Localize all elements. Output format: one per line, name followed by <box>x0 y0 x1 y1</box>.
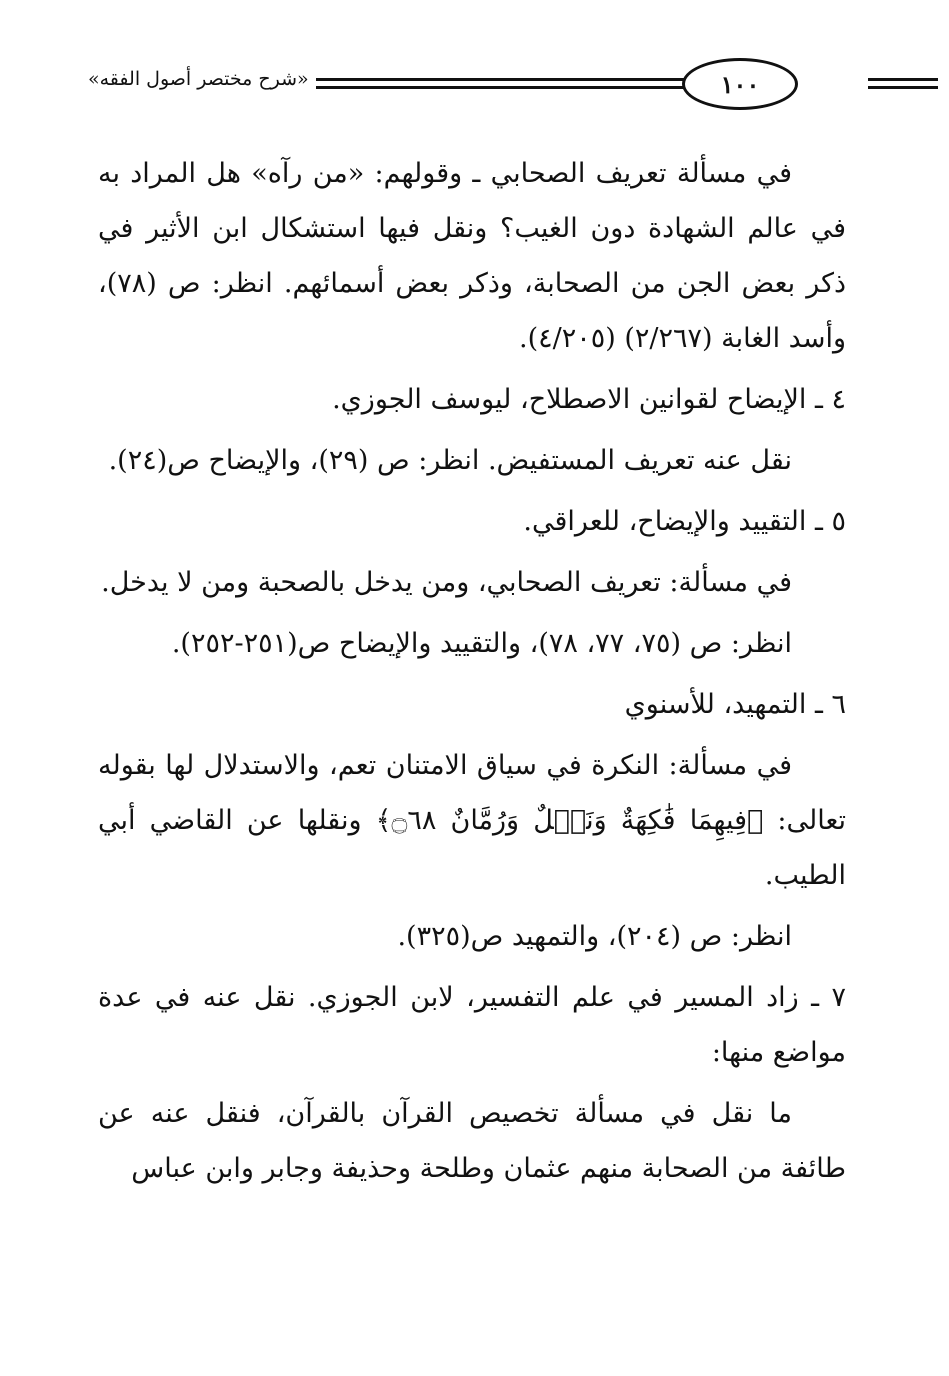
list-item: ٤ ـ الإيضاح لقوانين الاصطلاح، ليوسف الجوزي. <box>332 384 846 415</box>
list-item: ٧ ـ زاد المسير في علم التفسير، لابن الجوزي. نقل عنه في عدة مواضع منها: <box>98 982 846 1068</box>
paragraph: في مسألة: النكرة في سياق الامتنان تعم، والاستدلال لها بقوله تعالى: ﴿فِيهِمَا فَٰكِهَةٌ وَنَخۡلٌ وَرُمَّانٌ ۝٦٨﴾ ونقلها عن القاضي أبي الطيب. <box>98 750 846 891</box>
paragraph: في مسألة تعريف الصحابي ـ وقولهم: «من رآه» هل المراد به في عالم الشهادة دون الغيب؟ ونقل فيها استشكال ابن الأثير في ذكر بعض الجن من الصحابة، وذكر بعض أسمائهم. انظر: ص (٧٨)، وأسد الغابة (٢/٢٦٧) (٤/٢٠٥). <box>98 158 846 354</box>
page-number: ١٠٠ <box>720 69 760 99</box>
list-item: ٥ ـ التقييد والإيضاح، للعراقي. <box>523 506 846 537</box>
header-rule <box>868 78 938 81</box>
paragraph: في مسألة: تعريف الصحابي، ومن يدخل بالصحبة ومن لا يدخل. <box>101 567 792 598</box>
page-body <box>98 146 846 1196</box>
paragraph: انظر: ص (٢٠٤)، والتمهيد ص(٣٢٥). <box>397 921 792 952</box>
running-title: «شرح مختصر أصول الفقه» <box>88 68 309 90</box>
paragraph: انظر: ص (٧٥، ٧٧، ٧٨)، والتقييد والإيضاح ص(٢٥١-٢٥٢). <box>171 628 792 659</box>
header-rule <box>868 86 938 89</box>
paragraph: ما نقل في مسألة تخصيص القرآن بالقرآن، فنقل عنه عن طائفة من الصحابة منهم عثمان وطلحة وحذيفة وجابر وابن عباس <box>98 1098 846 1184</box>
paragraph: نقل عنه تعريف المستفيض. انظر: ص (٢٩)، والإيضاح ص(٢٤). <box>108 445 792 476</box>
page-header <box>88 58 848 110</box>
page-number-oval <box>682 58 798 110</box>
list-item: ٦ ـ التمهيد، للأسنوي <box>624 689 846 720</box>
